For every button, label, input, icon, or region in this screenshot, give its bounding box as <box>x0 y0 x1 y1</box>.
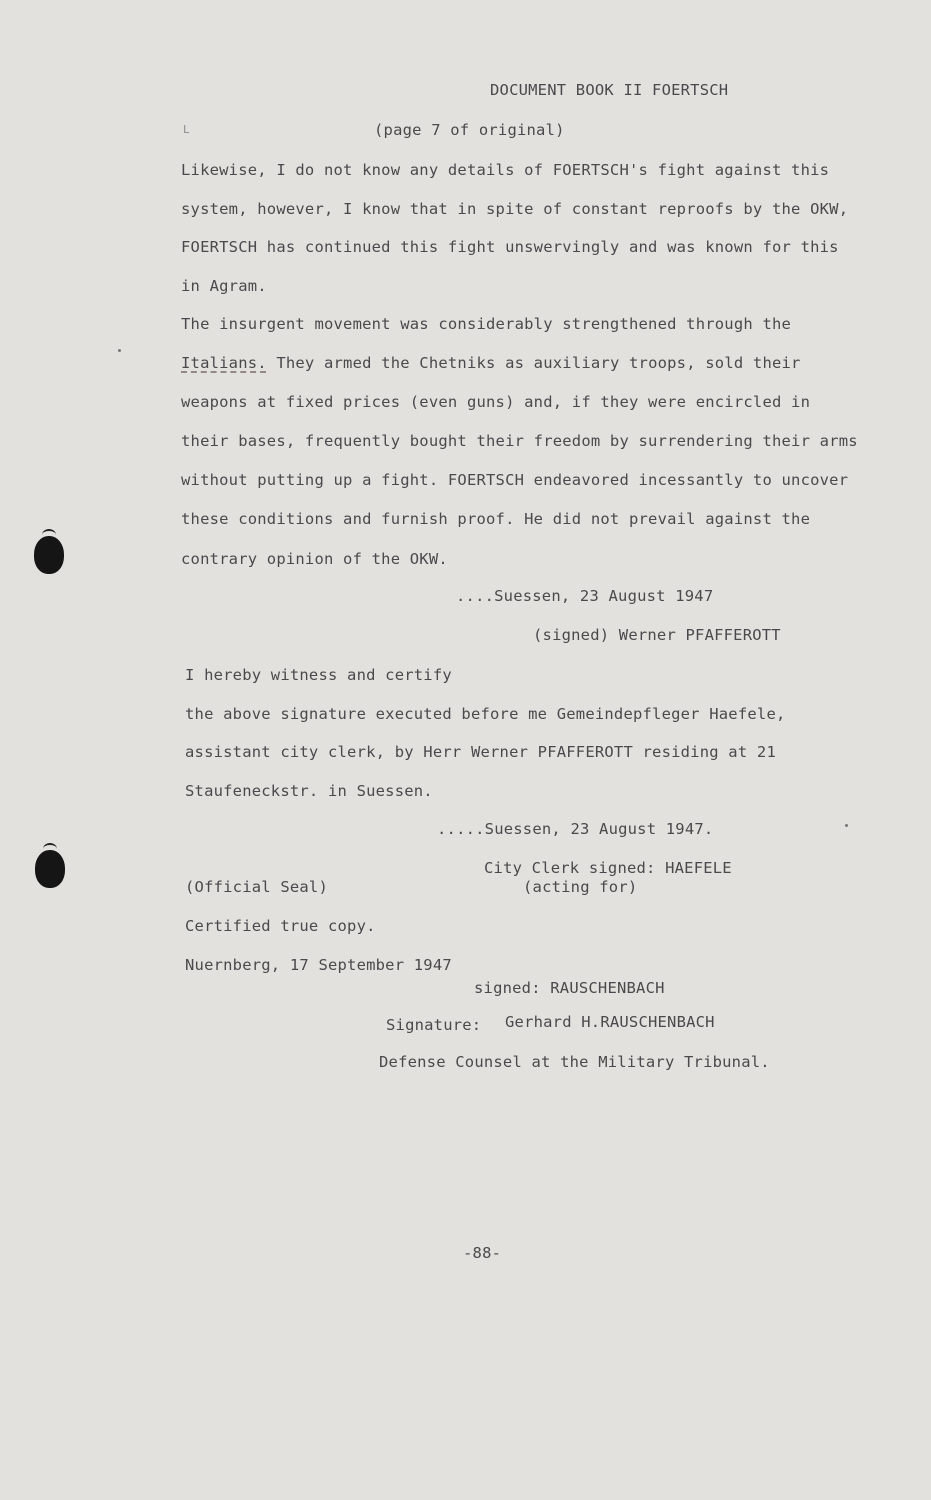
signed-line: (signed) Werner PFAFFEROTT <box>533 626 781 644</box>
body-line: Likewise, I do not know any details of FOERTSCH's fight against this <box>181 161 830 179</box>
document-title: DOCUMENT BOOK II FOERTSCH <box>490 81 729 99</box>
body-line-rest: They armed the Chetniks as auxiliary troops, sold their <box>266 354 801 372</box>
body-line: without putting up a fight. FOERTSCH endeavored incessantly to uncover <box>181 471 849 489</box>
page-number: -88- <box>463 1244 502 1262</box>
certified-copy: Certified true copy. <box>185 917 376 935</box>
body-line: FOERTSCH has continued this fight unswervingly and was known for this <box>181 238 839 256</box>
signed-line: signed: RAUSCHENBACH <box>474 979 665 997</box>
punch-hole-upper <box>34 536 64 574</box>
certification-line: assistant city clerk, by Herr Werner PFAFFEROTT residing at 21 <box>185 743 776 761</box>
place-date: .....Suessen, 23 August 1947. <box>437 820 714 838</box>
official-seal: (Official Seal) <box>185 878 328 896</box>
body-line: these conditions and furnish proof. He did not prevail against the <box>181 510 811 528</box>
body-line <box>181 353 801 373</box>
punch-hole-lower <box>35 850 65 888</box>
body-line: weapons at fixed prices (even guns) and, if they were encircled in <box>181 393 811 411</box>
defense-counsel: Defense Counsel at the Military Tribunal. <box>379 1053 770 1071</box>
nuernberg-date: Nuernberg, 17 September 1947 <box>185 956 452 974</box>
city-clerk-line: City Clerk signed: HAEFELE <box>484 859 732 877</box>
underlined-word: Italians. <box>181 354 267 372</box>
speck <box>845 824 848 827</box>
speck <box>118 349 121 352</box>
page-reference: (page 7 of original) <box>374 121 565 139</box>
body-line: system, however, I know that in spite of constant reproofs by the OKW, <box>181 200 849 218</box>
signature-name: Gerhard H.RAUSCHENBACH <box>505 1013 715 1031</box>
body-line: in Agram. <box>181 277 267 295</box>
body-line: their bases, frequently bought their freedom by surrendering their arms <box>181 432 858 450</box>
certification-line: I hereby witness and certify <box>185 666 452 684</box>
certification-line: Staufeneckstr. in Suessen. <box>185 782 433 800</box>
body-line: The insurgent movement was considerably strengthened through the <box>181 315 792 333</box>
certification-line: the above signature executed before me Gemeindepfleger Haefele, <box>185 705 786 723</box>
signature-label: Signature: <box>386 1016 482 1034</box>
body-line: contrary opinion of the OKW. <box>181 550 448 568</box>
place-date: ....Suessen, 23 August 1947 <box>456 587 714 605</box>
acting-for: (acting for) <box>523 878 638 896</box>
margin-mark: L <box>183 123 190 136</box>
